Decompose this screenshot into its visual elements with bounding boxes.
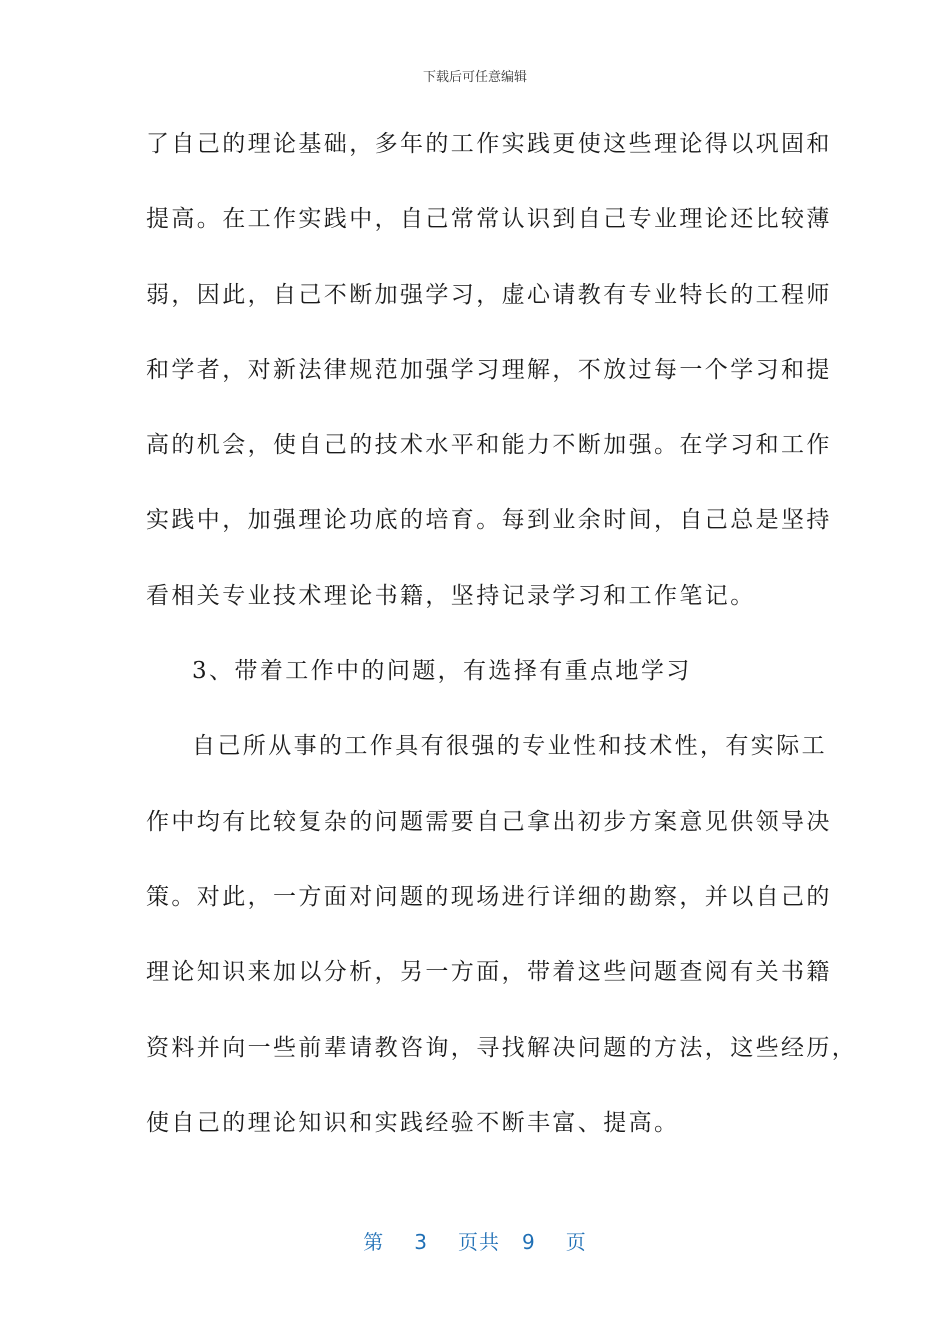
- body-line: 实践中，加强理论功底的培育。每到业余时间，自己总是坚持: [146, 507, 832, 534]
- footer-middle: 页共: [458, 1230, 500, 1254]
- page-footer: [0, 1226, 950, 1255]
- body-line: 作中均有比较复杂的问题需要自己拿出初步方案意见供领导决: [146, 808, 832, 835]
- body-line: 和学者，对新法律规范加强学习理解，不放过每一个学习和提: [146, 356, 832, 383]
- body-line: 自己所从事的工作具有很强的专业性和技术性，有实际工: [192, 733, 827, 760]
- body-line: 使自己的理论知识和实践经验不断丰富、提高。: [146, 1109, 680, 1136]
- body-line: 看相关专业技术理论书籍，坚持记录学习和工作笔记。: [146, 582, 756, 609]
- page-header: 下载后可任意编辑: [422, 70, 527, 85]
- body-line: 理论知识来加以分析，另一方面，带着这些问题查阅有关书籍: [146, 959, 832, 986]
- body-line: 提高。在工作实践中，自己常常认识到自己专业理论还比较薄: [146, 206, 832, 233]
- current-page-number: 3: [414, 1230, 428, 1254]
- footer-suffix: 页: [565, 1230, 587, 1254]
- document-body: [146, 121, 858, 1175]
- footer-prefix: 第: [363, 1230, 385, 1254]
- body-line: 资料并向一些前辈请教咨询，寻找解决问题的方法，这些经历，: [146, 1034, 858, 1061]
- total-pages-number: 9: [522, 1230, 536, 1254]
- body-line: 了自己的理论基础，多年的工作实践更使这些理论得以巩固和: [146, 131, 832, 157]
- body-line: 弱，因此，自己不断加强学习，虚心请教有专业特长的工程师: [146, 281, 832, 308]
- section-heading: 3、带着工作中的问题，有选择有重点地学习: [192, 658, 692, 685]
- body-line: 策。对此，一方面对问题的现场进行详细的勘察，并以自己的: [146, 883, 832, 910]
- body-line: 高的机会，使自己的技术水平和能力不断加强。在学习和工作: [146, 432, 832, 459]
